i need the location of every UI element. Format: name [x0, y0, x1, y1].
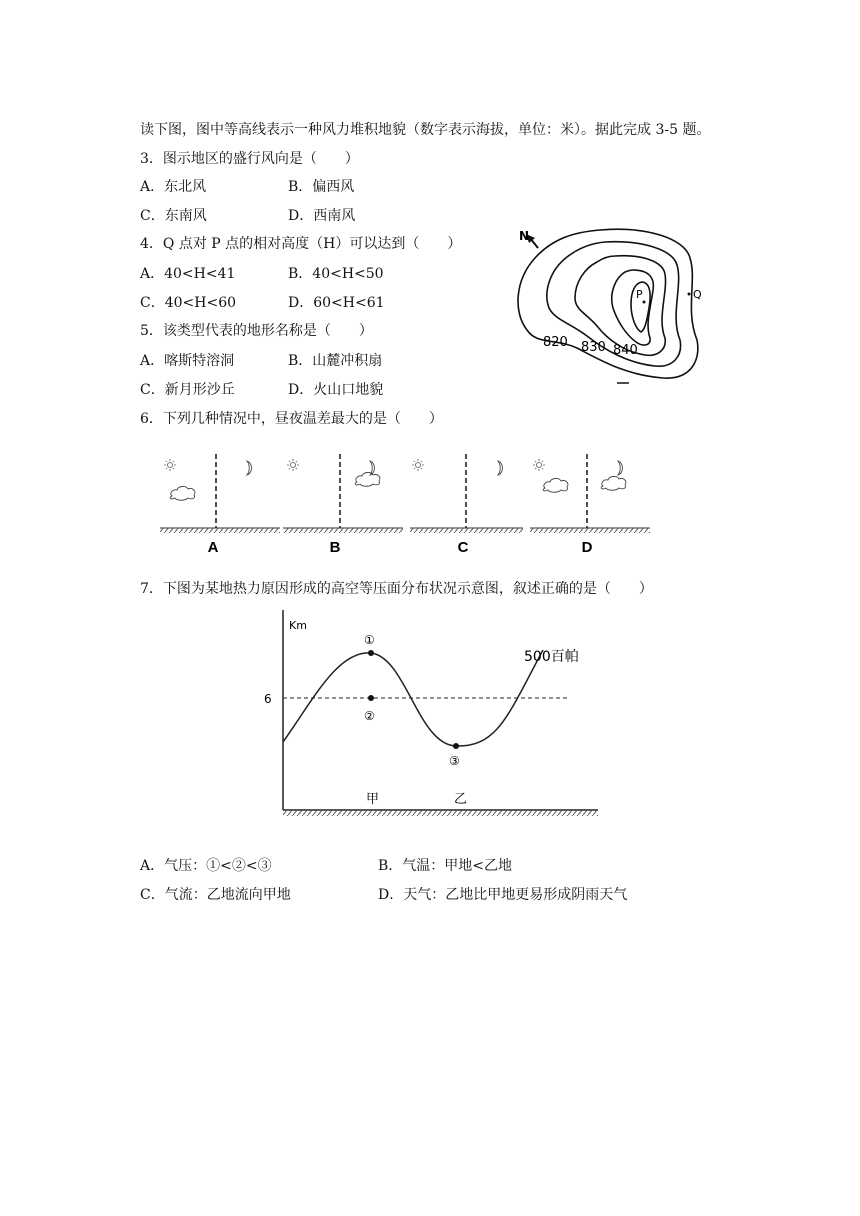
question-6-stem: 下列几种情况中，昼夜温差最大的是（ ） — [162, 411, 443, 427]
q7-option-d: D．天气：乙地比甲地更易形成阴雨天气 — [378, 887, 628, 903]
sun-icon — [164, 459, 176, 471]
q7-option-b: B．气温：甲地<乙地 — [378, 858, 513, 874]
sun-icon — [412, 459, 424, 471]
q5-option-b: B．山麓冲积扇 — [288, 353, 383, 369]
q7-option-a: A．气压：①<②<③ — [140, 858, 272, 874]
question-4-number: 4． — [140, 236, 163, 252]
sun-icon — [533, 459, 545, 471]
question-3-stem: 图示地区的盛行风向是（ ） — [162, 151, 359, 167]
question-5-number: 5． — [140, 323, 163, 339]
place-label-jia: 甲 — [366, 792, 380, 807]
cloud-icon — [601, 476, 626, 490]
moon-icon — [247, 461, 252, 475]
sun-icon — [287, 459, 299, 471]
q3-option-b: B．偏西风 — [288, 179, 355, 195]
contour-label-830: 830 — [581, 340, 606, 355]
q5-option-c: C．新月形沙丘 — [140, 382, 235, 398]
ground-b — [283, 528, 403, 533]
q3-option-a: A．东北风 — [140, 179, 207, 195]
q4-option-b: B．40<H<50 — [288, 266, 384, 282]
contour-840-inner — [612, 270, 654, 345]
contour-map — [505, 220, 720, 395]
contour-label-820: 820 — [543, 335, 568, 350]
panel-label-b: B — [329, 539, 341, 556]
cloud-icon — [170, 486, 195, 500]
point-p — [643, 301, 646, 304]
ground-a — [160, 528, 280, 533]
question-5-stem: 该类型代表的地形名称是（ ） — [162, 323, 373, 339]
ground-hatch — [283, 810, 598, 816]
point-q — [688, 293, 691, 296]
ground-d — [530, 528, 650, 533]
point-3-label: ③ — [449, 754, 460, 768]
cloud-icon — [543, 478, 568, 492]
q4-option-a: A．40<H<41 — [140, 266, 236, 282]
point-2-dot — [368, 695, 374, 701]
question-4-stem: Q 点对 P 点的相对高度（H）可以达到（ ） — [162, 236, 462, 252]
moon-icon — [498, 461, 503, 475]
ground-c — [410, 528, 523, 533]
point-3-dot — [453, 743, 459, 749]
point-2-label: ② — [364, 709, 375, 723]
y-tick-label: 6 — [264, 692, 272, 706]
point-1-dot — [368, 650, 374, 656]
q3-option-c: C．东南风 — [140, 208, 207, 224]
weather-panels — [155, 448, 655, 556]
question-3-number: 3． — [140, 151, 163, 167]
panel-label-c: C — [457, 539, 469, 556]
q4-option-c: C．40<H<60 — [140, 295, 237, 311]
y-unit-label: Km — [289, 619, 307, 632]
question-5 — [140, 322, 373, 340]
question-6 — [140, 410, 443, 428]
q5-option-a: A．喀斯特溶洞 — [140, 353, 235, 369]
place-label-yi: 乙 — [454, 792, 468, 807]
cloud-icon — [355, 472, 380, 486]
question-7 — [140, 580, 653, 598]
point-q-label: Q — [693, 288, 702, 301]
question-7-number: 7． — [140, 581, 163, 597]
point-p-label: P — [636, 288, 643, 301]
question-6-number: 6． — [140, 411, 163, 427]
q3-option-d: D．西南风 — [288, 208, 356, 224]
curve-label: 500百帕 — [524, 649, 579, 665]
q4-option-d: D．60<H<61 — [288, 295, 385, 311]
question-3 — [140, 150, 359, 168]
q5-option-d: D．火山口地貌 — [288, 382, 384, 398]
contour-label-840: 840 — [613, 343, 638, 358]
panel-label-a: A — [207, 539, 219, 556]
moon-icon — [618, 461, 623, 475]
q7-option-c: C．气流：乙地流向甲地 — [140, 887, 291, 903]
pressure-chart — [258, 605, 608, 827]
point-1-label: ① — [364, 633, 375, 647]
panel-label-d: D — [581, 539, 593, 556]
contour-820 — [518, 229, 698, 378]
question-7-stem: 下图为某地热力原因形成的高空等压面分布状况示意图，叙述正确的是（ ） — [162, 581, 653, 597]
intro-text: 读下图，图中等高线表示一种风力堆积地貌（数字表示海拔，单位：米）。据此完成 3-5 题。 — [140, 122, 711, 138]
question-4 — [140, 235, 461, 253]
north-label: N — [519, 229, 530, 243]
